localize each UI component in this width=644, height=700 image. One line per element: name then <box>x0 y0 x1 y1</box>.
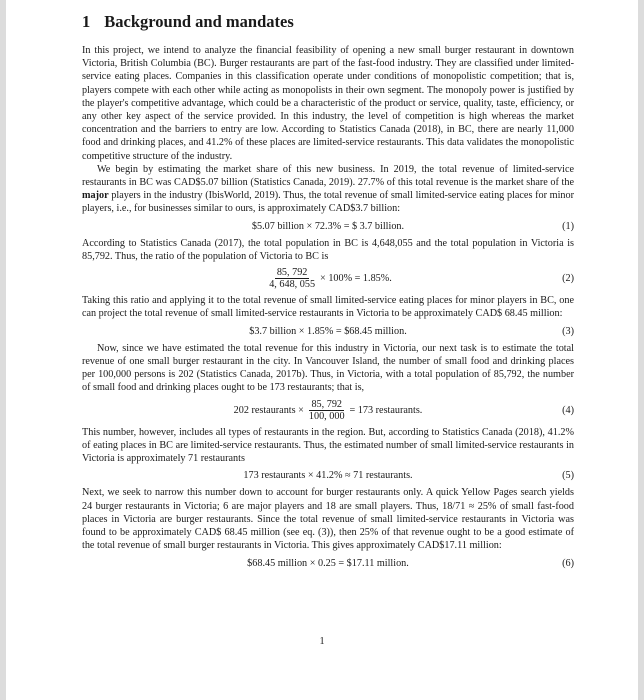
equation-3 <box>82 325 574 338</box>
page-number: 1 <box>319 635 325 647</box>
equation-4-number: (4) <box>562 404 574 416</box>
equation-3-body: $3.7 billion × 1.85% = $68.45 million. <box>249 325 407 337</box>
section-heading <box>82 12 574 32</box>
equation-6 <box>82 557 574 570</box>
emphasis-major: major <box>82 190 109 202</box>
paragraph-restaurant-count: Now, since we have estimated the total revenue for this industry in Victoria, our next task is to estimate the total revenue of one small burger restaurant in the city. In Vancouver Island, the number of small food and drinking places per 100,000 persons is 202 (Statistics Canada, 2017b). Thus, in Victoria, with a total population of 85,792, the number of small food and drinking places ought to be 173 restaurants; that is, <box>82 342 574 394</box>
equation-4-denominator: 100, 000 <box>308 410 345 422</box>
equation-1-number: (1) <box>562 220 574 232</box>
equation-4-fraction <box>307 399 347 422</box>
paragraph-intro: In this project, we intend to analyze the financial feasibility of opening a new small burger restaurant in downtown Victoria, British Columbia (BC). Burger restaurants are part of the fast-food industry. They are classified under limited-service eating places. Companies in this classification operate under conditions of monopolistic competition; that is, players compete with each other while acting as monopolists in their own segment. The monopoly power is justified by the player's competitive advantage, which could be a characteristic of the product or service, quality, taste, efficiency, or any other key aspect of the service provided. In this industry, the level of competition is high whereas the market concentration and the barriers to entry are low. According to Statistics Canada (2018), in BC, there are nearly 11,000 food and drinking places, and 41.2% of these places are limited-service restaurants. This data validates the monopolistic competitive structure of the industry. <box>82 45 574 162</box>
equation-1 <box>82 220 574 233</box>
equation-2-fraction <box>267 267 317 290</box>
paragraph-burger-share: Next, we seek to narrow this number down to account for burger restaurants only. A quick Yellow Pages search yields 24 burger restaurants in Victoria; 6 are major players and 18 are small players. Thus, 18/71 ≈ 25% of small fast-food places in Victoria are burger restaurants. Since the total revenue of small limited-service restaurants in Victoria was found to be approximately CAD$ 68.45 million (see eq. (3)), then 25% of that revenue ought to be a good estimate of the total revenue of small burger restaurants in Victoria. This gives approximately CAD$17.11 million: <box>82 487 574 552</box>
equation-4 <box>82 399 574 422</box>
equation-2-denominator: 4, 648, 055 <box>269 279 316 291</box>
equation-4-numerator: 85, 792 <box>311 398 342 410</box>
paragraph-population: According to Statistics Canada (2017), the total population in BC is 4,648,055 and the total population in Victoria is 85,792. Thus, the ratio of the population of Victoria to BC is <box>82 237 574 263</box>
equation-2-rest: × 100% = 1.85%. <box>320 273 392 285</box>
paragraph-limited-service: This number, however, includes all types of restaurants in the region. But, according to Statistics Canada (2018), 41.2% of eating places in BC are limited-service restaurants. Thus, the estimated number of small limited-service restaurants in Victoria is approximately 71 restaurants <box>82 426 574 465</box>
equation-2-numerator: 85, 792 <box>276 267 308 279</box>
equation-5-number: (5) <box>562 470 574 482</box>
equation-4-rest: = 173 restaurants. <box>349 404 423 416</box>
equation-3-number: (3) <box>562 325 574 337</box>
paragraph-market-share: We begin by estimating the market share of this new business. In 2019, the total revenue of limited-service restaurants in BC was CAD$5.07 billion (Statistics Canada, 2019). 27.7% of this total revenue is the market share of the major players in the industry (IbisWorld, 2019). Thus, the total revenue of small limited-service eating places for minor players, i.e., for businesses similar to ours, is approximately CAD$3.7 billion: <box>82 163 574 215</box>
equation-2 <box>82 267 574 290</box>
equation-6-body: $68.45 million × 0.25 = $17.11 million. <box>247 557 409 569</box>
section-number: 1 <box>82 12 91 31</box>
paragraph-projection: Taking this ratio and applying it to the total revenue of small limited-service eating places for minor players in BC, one can project the total revenue of small limited-service restaurants in Victoria to be approximately CAD$ 68.45 million: <box>82 295 574 320</box>
equation-2-number: (2) <box>562 273 574 285</box>
document-page <box>6 0 638 700</box>
equation-5-body: 173 restaurants × 41.2% ≈ 71 restaurants. <box>243 470 413 482</box>
equation-1-body: $5.07 billion × 72.3% = $ 3.7 billion. <box>251 220 405 232</box>
equation-6-number: (6) <box>562 557 574 569</box>
section-title: Background and mandates <box>104 12 294 31</box>
equation-5 <box>82 469 574 482</box>
equation-4-lead: 202 restaurants × <box>233 404 304 416</box>
